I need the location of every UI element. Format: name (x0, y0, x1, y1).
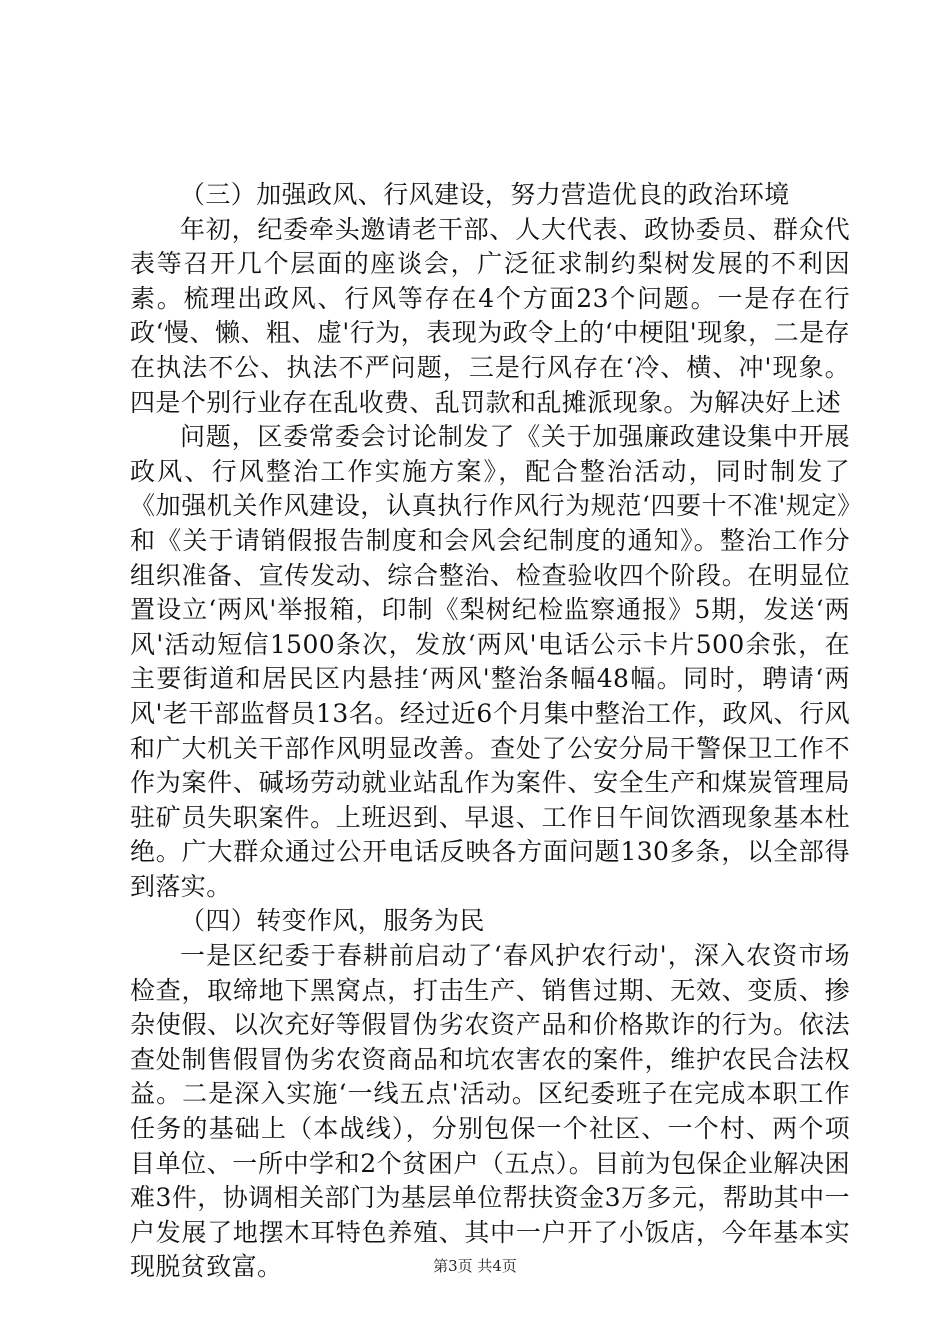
document-body (130, 178, 850, 1285)
section-heading-4: （四）转变作风，服务为民 (180, 906, 485, 936)
paragraph: 一是区纪委于春耕前启动了‘春风护农行动'，深入农资市场检查，取缔地下黑窝点，打击生产、销售过期、无效、变质、掺杂使假、以次充好等假冒伪劣农资产品和价格欺诈的行为。依法查处制售假冒伪劣农资商品和坑农害农的案件，维护农民合法权益。二是深入实施‘一线五点'活动。区纪委班子在完成本职工作任务的基础上（本战线），分别包保一个社区、一个村、两个项目单位、一所中学和2个贫困户（五点）。目前为包保企业解决困难3件，协调相关部门为基层单位帮扶资金3万多元，帮助其中一户发展了地摆木耳特色养殖、其中一户开了小饭店，今年基本实现脱贫致富。 (130, 941, 850, 1282)
page-footer: 第3页 共4页 (433, 1257, 517, 1275)
paragraph: 问题，区委常委会讨论制发了《关于加强廉政建设集中开展政风、行风整治工作实施方案》，配合整治活动，同时制发了《加强机关作风建设，认真执行作风行为规范‘四要十不准'规定》和《关于请销假报告制度和会风会纪制度的通知》。整治工作分组织准备、宣传发动、综合整治、检查验收四个阶段。在明显位置设立‘两风'举报箱，印制《梨树纪检监察通报》5期，发送‘两风'活动短信1500条次，发放‘两风'电话公示卡片500余张，在主要街道和居民区内悬挂‘两风'整治条幅48幅。同时，聘请‘两风'老干部监督员13名。经过近6个月集中整治工作，政风、行风和广大机关干部作风明显改善。查处了公安分局干警保卫工作不作为案件、碱场劳动就业站乱作为案件、安全生产和煤炭管理局驻矿员失职案件。上班迟到、早退、工作日午间饮酒现象基本杜绝。广大群众通过公开电话反映各方面问题130多条，以全部得到落实。 (130, 422, 850, 901)
paragraph: 年初，纪委牵头邀请老干部、人大代表、政协委员、群众代表等召开几个层面的座谈会，广泛征求制约梨树发展的不利因素。梳理出政风、行风等存在4个方面23个问题。一是存在行政‘慢、懒、粗、虚'行为，表现为政令上的‘中梗阻'现象，二是存在执法不公、执法不严问题，三是行风存在‘冷、横、冲'现象。四是个别行业存在乱收费、乱罚款和乱摊派现象。为解决好上述 (130, 214, 850, 417)
section-heading-3: （三）加强政风、行风建设，努力营造优良的政治环境 (180, 180, 790, 209)
